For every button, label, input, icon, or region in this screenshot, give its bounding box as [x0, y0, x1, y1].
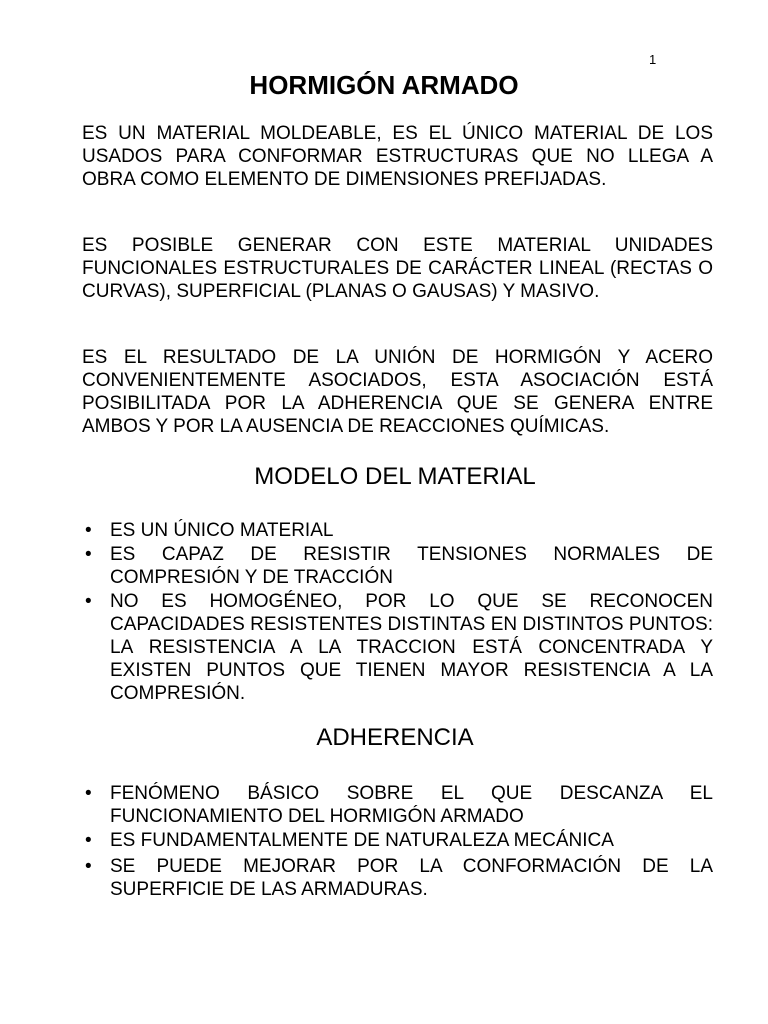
- modelo-bullet-list: [82, 519, 713, 706]
- list-item: [82, 829, 713, 852]
- adherencia-bullet-list: [82, 782, 713, 902]
- bullet-icon: •: [85, 544, 92, 565]
- list-item-text: ES CAPAZ DE RESISTIR TENSIONES NORMALES DE COMPRESIÓN Y DE TRACCIÓN: [110, 544, 713, 588]
- bullet-icon: •: [85, 520, 92, 541]
- list-item-text: ES FUNDAMENTALMENTE DE NATURALEZA MECÁNICA: [110, 830, 614, 851]
- intro-paragraph-1: ES UN MATERIAL MOLDEABLE, ES EL ÚNICO MATERIAL DE LOS USADOS PARA CONFORMAR ESTRUCTURAS QUE NO LLEGA A OBRA COMO ELEMENTO DE DIMENSIONES PREFIJADAS.: [82, 123, 713, 190]
- section-heading-adherencia: ADHERENCIA: [316, 724, 474, 751]
- list-item-text: FENÓMENO BÁSICO SOBRE EL QUE DESCANZA EL FUNCIONAMIENTO DEL HORMIGÓN ARMADO: [110, 783, 713, 827]
- list-item: [82, 590, 713, 705]
- section-heading-modelo: MODELO DEL MATERIAL: [254, 463, 536, 490]
- list-item: [82, 782, 713, 828]
- list-item-text: SE PUEDE MEJORAR POR LA CONFORMACIÓN DE LA SUPERFICIE DE LAS ARMADURAS.: [110, 856, 713, 900]
- list-item: [82, 519, 713, 542]
- list-item: [82, 855, 713, 901]
- list-item-text: NO ES HOMOGÉNEO, POR LO QUE SE RECONOCEN CAPACIDADES RESISTENTES DISTINTAS EN DISTINTOS PUNTOS: LA RESISTENCIA A LA TRACCION ESTÁ CONCENTRADA Y EXISTEN PUNTOS QUE TIENEN MAYOR RESISTENCIA A LA COMPRESIÓN.: [110, 591, 713, 704]
- bullet-icon: •: [85, 856, 92, 877]
- bullet-icon: •: [85, 783, 92, 804]
- intro-paragraph-3: ES EL RESULTADO DE LA UNIÓN DE HORMIGÓN Y ACERO CONVENIENTEMENTE ASOCIADOS, ESTA ASOCIACIÓN ESTÁ POSIBILITADA POR LA ADHERENCIA QUE SE GENERA ENTRE AMBOS Y POR LA AUSENCIA DE REACCIONES QUÍMICAS.: [82, 347, 713, 437]
- bullet-icon: •: [85, 830, 92, 851]
- bullet-icon: •: [85, 591, 92, 612]
- list-item: [82, 543, 713, 589]
- intro-paragraph-2: ES POSIBLE GENERAR CON ESTE MATERIAL UNIDADES FUNCIONALES ESTRUCTURALES DE CARÁCTER LINEAL (RECTAS O CURVAS), SUPERFICIAL (PLANAS O GAUSAS) Y MASIVO.: [82, 235, 713, 302]
- list-item-text: ES UN ÚNICO MATERIAL: [110, 520, 334, 541]
- page-number: 1: [649, 52, 657, 67]
- document-title: HORMIGÓN ARMADO: [249, 70, 519, 100]
